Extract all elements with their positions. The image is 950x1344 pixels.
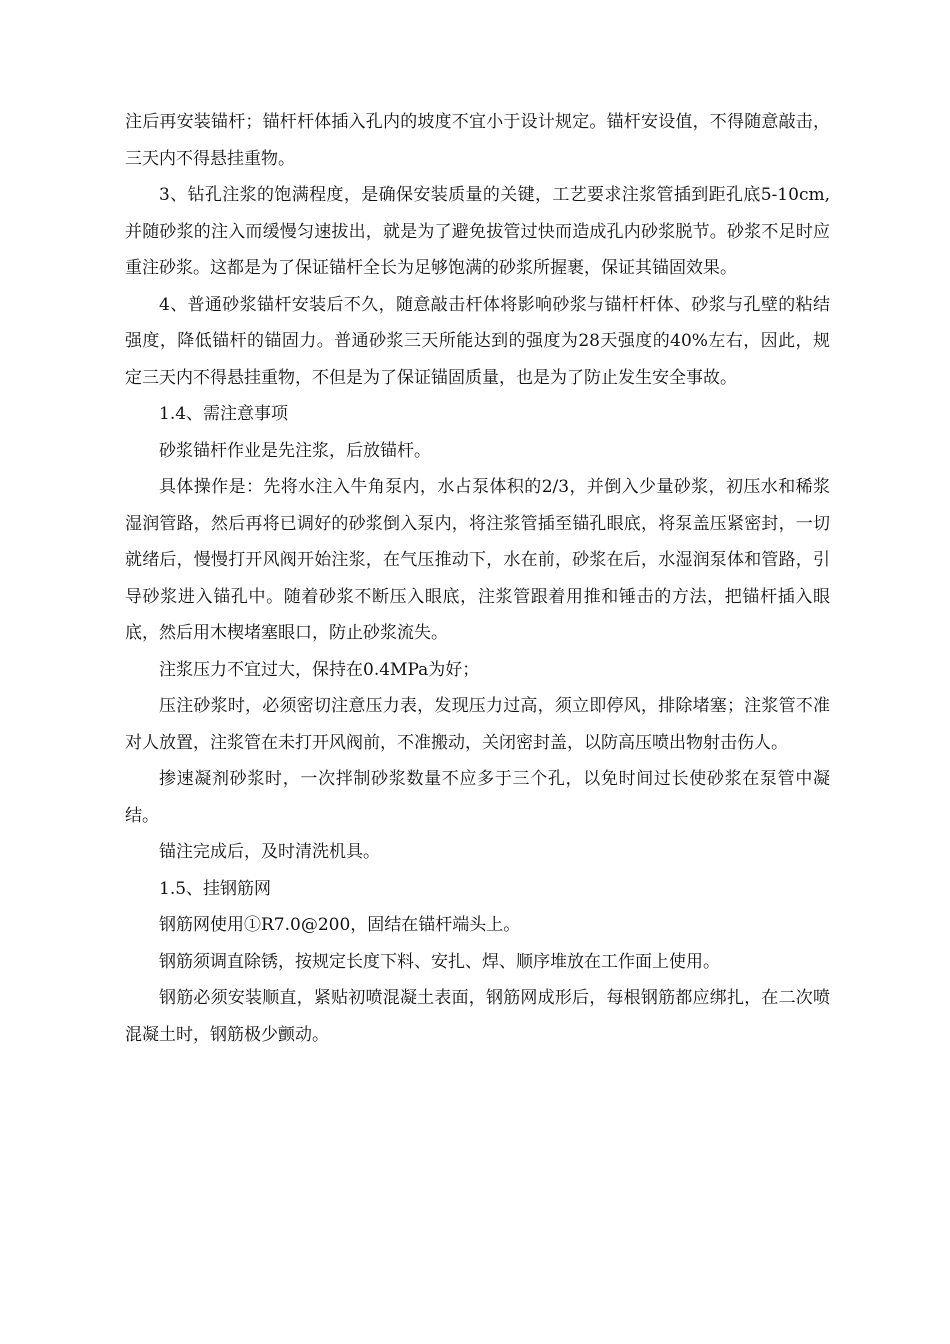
paragraph-mesh-prep: 钢筋须调直除锈，按规定长度下料、安扎、焊、顺序堆放在工作面上使用。 [159,951,720,972]
section-heading-1-5: 1.5、挂钢筋网 [159,878,272,899]
section-heading-1-4: 1.4、需注意事项 [159,404,289,424]
paragraph-cleaning: 锚注完成后，及时清洗机具。 [159,842,380,862]
paragraph-procedure: 具体操作是：先将水注入牛角泵内，水占泵体积的2/3，并倒入少量砂浆，初压水和稀浆湿润管路，然后再将已调好的砂浆倒入泵内，将注浆管插至锚孔眼底，将泵盖压紧密封，一切就绪后，慢慢打开风阀开始注浆，在气压推动下，水在前，砂浆在后，水湿润泵体和管路，引导砂浆进入锚孔中。随着砂浆不断压入眼底，注浆管跟着用推和锤击的方法，把锚杆插入眼底，然后用木楔堵塞眼口，防止砂浆流失。 [125,477,830,643]
paragraph-pressure: 注浆压力不宜过大，保持在0.4MPa为好； [159,659,480,680]
paragraph-accelerator: 掺速凝剂砂浆时，一次拌制砂浆数量不应多于三个孔，以免时间过长使砂浆在泵管中凝结。 [125,769,830,826]
paragraph-item-3: 3、钻孔注浆的饱满程度，是确保安装质量的关键，工艺要求注浆管插到距孔底5-10cm,并随砂浆的注入而缓慢匀速拔出，就是为了避免拔管过快而造成孔内砂浆脱节。砂浆不足时应重注砂浆。这都是为了保证锚杆全长为足够饱满的砂浆所握裹，保证其锚固效果。 [125,185,830,278]
paragraph-item-4: 4、普通砂浆锚杆安装后不久，随意敲击杆体将影响砂浆与锚杆杆体、砂浆与孔壁的粘结强度，降低锚杆的锚固力。普通砂浆三天所能达到的强度为28天强度的40%左右，因此，规定三天内不得悬挂重物，不但是为了保证锚固质量，也是为了防止发生安全事故。 [125,294,830,388]
paragraph-sequence: 砂浆锚杆作业是先注浆，后放锚杆。 [159,440,431,461]
paragraph-mesh-install: 钢筋必须安装顺直，紧贴初喷混凝土表面，钢筋网成形后，每根钢筋都应绑扎，在二次喷混凝土时，钢筋极少颤动。 [125,988,830,1045]
document-body [125,104,830,1053]
paragraph-mesh-spec: 钢筋网使用①R7.0@200，固结在锚杆端头上。 [159,915,521,935]
paragraph-continuation: 注后再安装锚杆；锚杆杆体插入孔内的坡度不宜小于设计规定。锚杆安设值，不得随意敲击，三天内不得悬挂重物。 [125,112,830,169]
paragraph-pressure-gauge: 压注砂浆时，必须密切注意压力表，发现压力过高，须立即停风，排除堵塞；注浆管不准对人放置，注浆管在未打开风阀前，不准搬动，关闭密封盖，以防高压喷出物射击伤人。 [125,696,830,753]
